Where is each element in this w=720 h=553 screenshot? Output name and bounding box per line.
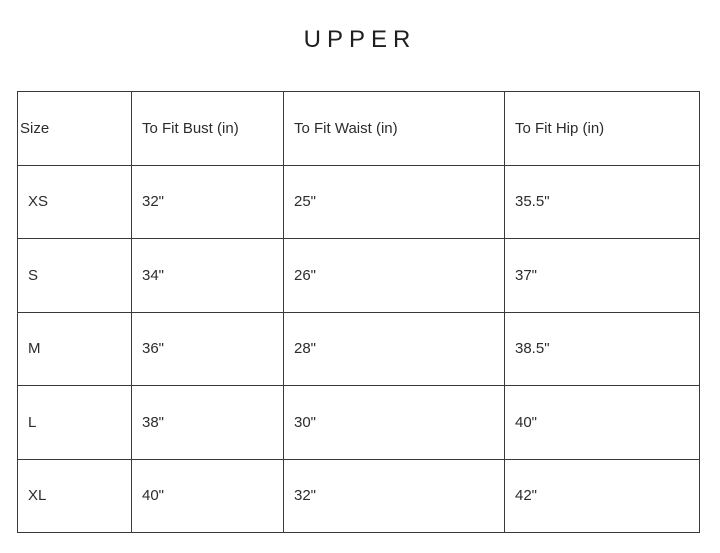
table-row [18, 459, 700, 533]
table-row [18, 312, 700, 386]
cell-hip: 38.5" [505, 312, 700, 386]
column-header-waist: To Fit Waist (in) [284, 92, 505, 166]
cell-bust: 36" [132, 312, 284, 386]
cell-size: M [18, 312, 132, 386]
column-header-size: Size [18, 92, 132, 166]
table-row [18, 165, 700, 239]
cell-size: XL [18, 459, 132, 533]
table-row [18, 386, 700, 460]
table-row [18, 239, 700, 313]
cell-waist: 32" [284, 459, 505, 533]
cell-size: L [18, 386, 132, 460]
header-row [18, 92, 700, 166]
cell-size: S [18, 239, 132, 313]
size-chart-table [17, 91, 700, 533]
cell-hip: 42" [505, 459, 700, 533]
cell-waist: 28" [284, 312, 505, 386]
cell-bust: 40" [132, 459, 284, 533]
column-header-bust: To Fit Bust (in) [132, 92, 284, 166]
cell-hip: 37" [505, 239, 700, 313]
cell-hip: 40" [505, 386, 700, 460]
page-title: UPPER [303, 26, 417, 53]
cell-hip: 35.5" [505, 165, 700, 239]
cell-size: XS [18, 165, 132, 239]
cell-waist: 26" [284, 239, 505, 313]
cell-bust: 34" [132, 239, 284, 313]
cell-bust: 32" [132, 165, 284, 239]
cell-waist: 25" [284, 165, 505, 239]
cell-waist: 30" [284, 386, 505, 460]
cell-bust: 38" [132, 386, 284, 460]
column-header-hip: To Fit Hip (in) [505, 92, 700, 166]
